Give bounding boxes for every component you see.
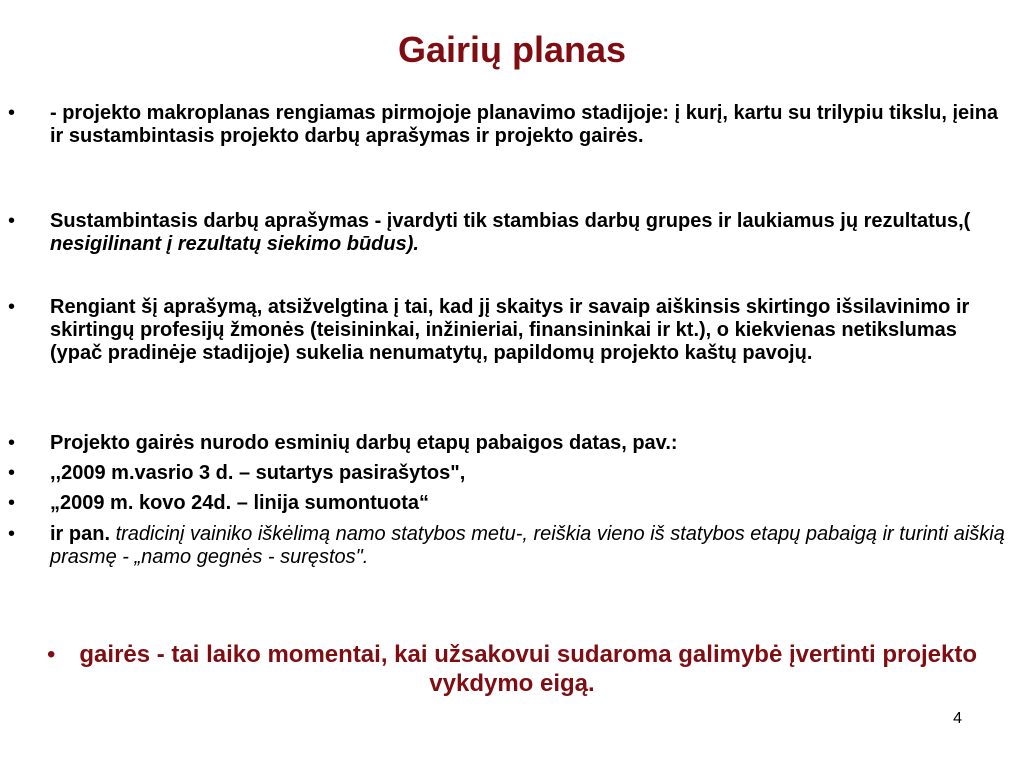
bullet-marker: • xyxy=(8,210,16,232)
bullet-text: - projekto makroplanas rengiamas pirmojoje planavimo stadijoje: į kurį, kartu su trilypiu tikslu, įeina ir sustambintasis projekto darbų aprašymas ir projekto gairės. xyxy=(50,102,999,147)
bullet-marker: • xyxy=(8,432,16,454)
bullet-item xyxy=(8,210,1008,256)
bullet-text: Rengiant šį aprašymą, atsižvelgtina į tai, kad jį skaitys ir savaip aiškinsis skirtingo išsilavinimo ir skirtingų profesijų žmonės (teisininkai, inžinieriai, finansininkai ir kt.), o kiekvienas netikslumas (ypač pradinėje stadijoje) sukelia nenumatytų, papildomų projekto kaštų pavojų. xyxy=(50,296,970,364)
bullet-item xyxy=(8,523,1008,569)
bullet-item xyxy=(8,492,1008,515)
bullet-item xyxy=(8,102,1008,148)
bullet-text: „2009 m. kovo 24d. – linija sumontuota“ xyxy=(50,492,429,514)
bullet-item xyxy=(8,462,1008,485)
bullet-text: ,,2009 m.vasrio 3 d. – sutartys pasirašytos", xyxy=(50,462,466,484)
bullet-text-italic: tradicinį vainiko iškėlimą namo statybos metu-, reiškia vieno iš statybos etapų pabaigą ir turinti aiškią prasmę - „namo gegnės - suręstos". xyxy=(50,523,1005,568)
bullet-item xyxy=(8,296,1008,365)
bullet-marker: • xyxy=(46,641,56,668)
bullet-marker: • xyxy=(8,296,16,318)
page-number: 4 xyxy=(953,710,962,727)
bullet-marker: • xyxy=(8,492,16,514)
bullet-marker: • xyxy=(8,102,16,124)
bullet-item xyxy=(8,432,1008,455)
bullet-marker: • xyxy=(8,462,16,484)
bullet-marker: • xyxy=(8,523,16,545)
slide-title: Gairių planas xyxy=(397,29,627,70)
bullet-text-bold: Sustambintasis darbų aprašymas - įvardyti tik stambias darbų grupes ir laukiamus jų rezultatus,( xyxy=(50,210,971,232)
bullet-text-italic: nesigilinant į rezultatų siekimo būdus). xyxy=(50,233,419,255)
bullet-text-bold: ir pan. xyxy=(50,523,111,545)
key-bullet xyxy=(0,640,1024,698)
bullet-text xyxy=(50,523,1008,569)
bullet-text: Projekto gairės nurodo esminių darbų etapų pabaigos datas, pav.: xyxy=(50,432,678,454)
key-bullet-text: gairės - tai laiko momentai, kai užsakovui sudaroma galimybė įvertinti projekto vykdymo eigą. xyxy=(79,641,977,697)
bullet-text xyxy=(50,210,1008,256)
